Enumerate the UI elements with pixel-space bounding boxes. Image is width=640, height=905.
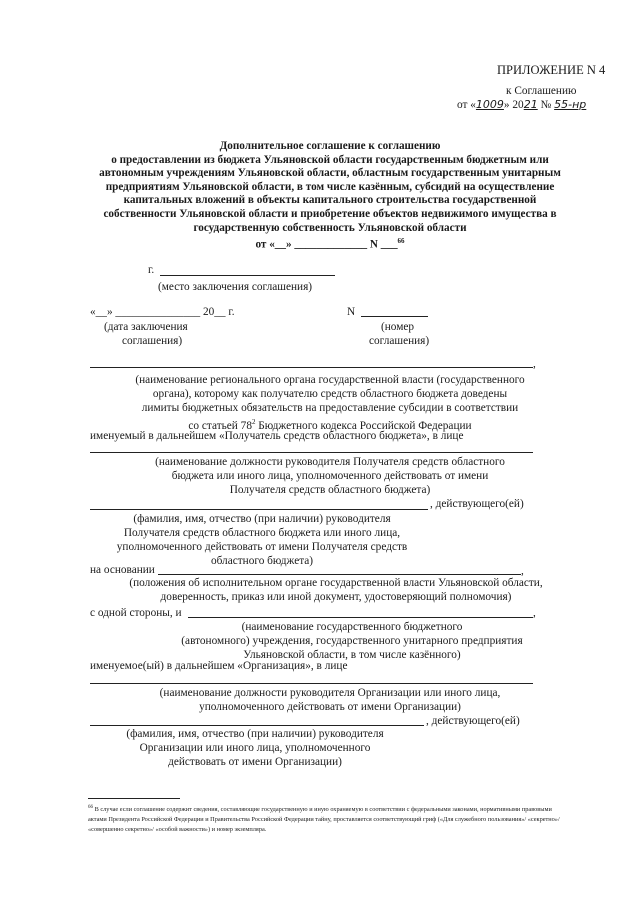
annex-title: ПРИЛОЖЕНИЕ N 4 <box>497 63 606 77</box>
number-caption: соглашения) <box>369 335 430 347</box>
city-prefix: г. <box>148 264 155 276</box>
position-caption: (наименование должности руководителя Получателя средств областного бюджета или иного лица, уполномоченного действовать от имени Получателя средств областного бюджета) <box>155 456 505 496</box>
title-line: Дополнительное соглашение к соглашению <box>219 140 441 152</box>
to-agreement-label: к Соглашению <box>506 85 577 97</box>
number-line <box>361 316 428 317</box>
date-caption: соглашения) <box>122 335 183 347</box>
org-fio-line <box>90 725 424 726</box>
fio-line <box>90 509 428 510</box>
place-line <box>160 275 335 276</box>
footnote-number: 66 <box>88 805 93 810</box>
comma: , <box>533 607 536 619</box>
acting-text: , действующего(ей) <box>426 715 520 727</box>
organization-caption: (наименование государственного бюджетного (автономного) учреждения, государственного унитарного предприятия Ульяновской области, в том числе казённого) <box>181 621 523 661</box>
footnote-ref: 66 <box>397 237 405 246</box>
on-basis-label: на основании <box>90 564 155 576</box>
title-date-line: от «__» _____________ N ___$^{66}$ <box>255 237 405 251</box>
regional-body-caption: (наименование регионального органа государственной власти (государственного органа), которому как получателю средств областного бюджета доведены лимиты бюджетных обязательств на предоставление субсидии в соответствии со статьей $78^2$ Бюджетного кодекса Российской Федерации <box>90 373 570 433</box>
org-named-as-text: именуемое(ый) в дальнейшем «Организация», в лице <box>90 660 348 672</box>
year-prefix: » 20 <box>503 99 524 111</box>
handwritten-number: 55-нр <box>554 98 587 111</box>
from-prefix: от « <box>457 99 476 111</box>
agreement-date-field: «__» _______________ 20__ г. <box>90 306 235 318</box>
title-line: о предоставлении из бюджета Ульяновской области государственным бюджетным или <box>111 153 549 166</box>
comma: , <box>521 565 524 577</box>
org-position-line <box>90 683 533 684</box>
basis-caption: (положения об исполнительном органе государственной власти Ульяновской области, доверенность, приказ или иной документ, удостоверяющий полномочия) <box>129 577 543 603</box>
one-side-text: с одной стороны, и <box>90 607 182 619</box>
footnote-text: В случае если соглашение содержит сведения, составляющие государственную и иную охраняемую в соответствии с федеральными законами, нормативными правовыми актами Президента Российской Федерации и Правительства Российской Федерации тайну, проставляется соответствующий гриф («Для служебного пользования»/ «секретно»/ «совершенно секретно»/ «особой важности») и номер экземпляра. <box>88 806 560 834</box>
number-caption: (номер <box>381 321 415 333</box>
title-line: собственности Ульяновской области и приобретение объектов недвижимого имущества в <box>103 207 557 220</box>
handwritten-year: 21 <box>523 98 538 111</box>
agreement-reference <box>457 98 586 112</box>
organization-line <box>188 617 533 618</box>
position-line <box>90 452 533 453</box>
named-as-text: именуемый в дальнейшем «Получатель средств областного бюджета», в лице <box>90 430 464 442</box>
org-position-caption: (наименование должности руководителя Организации или иного лица, уполномоченного действовать от имени Организации) <box>159 687 501 713</box>
title-line: автономным учреждениям Ульяновской области, областным государственным унитарным <box>99 167 561 180</box>
fio-caption: (фамилия, имя, отчество (при наличии) руководителя Получателя средств областного бюджета или иного лица, уполномоченного действовать от имени Получателя средств областного бюджета) <box>116 513 408 567</box>
budget-code-reference: со статьей $78^2$ Бюджетного кодекса Российской Федерации <box>188 418 472 432</box>
acting-text: , действующего(ей) <box>430 498 524 510</box>
basis-line <box>158 574 521 575</box>
footnote-separator <box>88 798 180 799</box>
handwritten-date: 1009 <box>475 98 504 111</box>
title-line: предприятиям Ульяновской области, в том числе казённым, субсидий на осуществление <box>105 180 555 193</box>
title-line: государственную собственность Ульяновской области <box>193 221 467 234</box>
place-caption: (место заключения соглашения) <box>158 281 313 293</box>
number-label: N <box>347 306 356 318</box>
document-title <box>90 140 570 252</box>
date-caption: (дата заключения <box>104 321 188 333</box>
footnote <box>88 803 568 835</box>
number-sign: № <box>540 99 552 111</box>
title-line: капитальных вложений в объекты капитального строительства государственной <box>123 194 537 207</box>
regional-body-line <box>90 367 533 368</box>
org-fio-caption: (фамилия, имя, отчество (при наличии) руководителя Организации или иного лица, уполномоченного действовать от имени Организации) <box>126 728 384 768</box>
comma: , <box>533 358 536 370</box>
